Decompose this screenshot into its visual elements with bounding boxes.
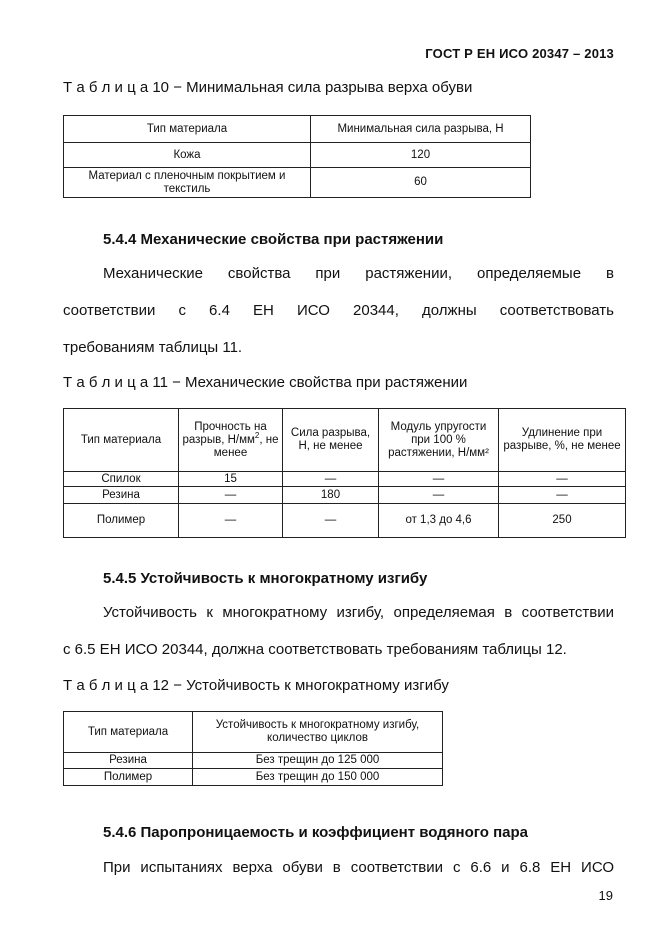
table10-cell: 120 xyxy=(311,143,531,168)
document-code: ГОСТ Р ЕН ИСО 20347 – 2013 xyxy=(425,46,614,61)
table12-header-material: Тип материала xyxy=(64,712,193,753)
table11-cell: Полимер xyxy=(64,504,179,538)
table12-cell: Без трещин до 125 000 xyxy=(193,753,443,769)
paragraph-line: с 6.5 ЕН ИСО 20344, должна соответствовать требованиям таблицы 12. xyxy=(63,641,567,658)
table11-cell: от 1,3 до 4,6 xyxy=(379,504,499,538)
paragraph-line: При испытаниях верха обуви в соответствии с 6.6 и 6.8 ЕН ИСО xyxy=(103,859,614,876)
table11-caption xyxy=(63,374,467,391)
table12-caption-text: 12 − Устойчивость к многократному изгибу xyxy=(152,677,449,694)
table10-caption-prefix: Т а б л и ц а xyxy=(63,79,149,96)
paragraph-line: Механические свойства при растяжении, определяемые в xyxy=(103,265,614,282)
table12-cell: Резина xyxy=(64,753,193,769)
paragraph-line: Устойчивость к многократному изгибу, определяемая в соответствии xyxy=(103,604,614,621)
section-5-4-4-heading: 5.4.4 Механические свойства при растяжении xyxy=(103,231,444,248)
table11-cell: 180 xyxy=(283,487,379,504)
table12-header-cycles: Устойчивость к многократному изгибу, количество циклов xyxy=(193,712,443,753)
table-row xyxy=(64,472,626,487)
section-5-4-5-paragraph xyxy=(63,604,614,664)
table11-caption-prefix: Т а б л и ц а xyxy=(63,374,149,391)
table-row xyxy=(64,504,626,538)
table12 xyxy=(63,711,443,786)
table11-header-material: Тип материала xyxy=(64,409,179,472)
section-5-4-5-heading: 5.4.5 Устойчивость к многократному изгибу xyxy=(103,570,428,587)
section-5-4-4-paragraph xyxy=(63,265,614,365)
table11-cell: — xyxy=(499,472,626,487)
table-row xyxy=(64,143,531,168)
table11-cell: — xyxy=(379,487,499,504)
page-number: 19 xyxy=(598,888,613,903)
table10-cell: 60 xyxy=(311,168,531,198)
table11-cell: — xyxy=(283,472,379,487)
table12-cell: Без трещин до 150 000 xyxy=(193,769,443,786)
table11-cell: — xyxy=(179,487,283,504)
table10-header-material: Тип материала xyxy=(64,116,311,143)
table10-header-force: Минимальная сила разрыва, Н xyxy=(311,116,531,143)
table11-cell: — xyxy=(283,504,379,538)
table-row xyxy=(64,487,626,504)
table11 xyxy=(63,408,626,538)
table11-cell: — xyxy=(499,487,626,504)
table11-cell: — xyxy=(179,504,283,538)
table10-caption-text: 10 − Минимальная сила разрыва верха обуви xyxy=(152,79,473,96)
table10 xyxy=(63,115,531,198)
table11-header-strength: Прочность на разрыв, $Н/мм^2$, не менее xyxy=(179,409,283,472)
table11-cell: 250 xyxy=(499,504,626,538)
table11-header-modulus: Модуль упругости при 100 % растяжении, Н/мм² xyxy=(379,409,499,472)
table10-cell: Кожа xyxy=(64,143,311,168)
table12-caption-prefix: Т а б л и ц а xyxy=(63,677,149,694)
table11-cell: 15 xyxy=(179,472,283,487)
table11-header-force: Сила разрыва, Н, не менее xyxy=(283,409,379,472)
table12-cell: Полимер xyxy=(64,769,193,786)
paragraph-line: соответствии с 6.4 ЕН ИСО 20344, должны соответствовать xyxy=(63,302,614,319)
table11-header-elongation: Удлинение при разрыве, %, не менее xyxy=(499,409,626,472)
table11-cell: Резина xyxy=(64,487,179,504)
section-5-4-6-heading: 5.4.6 Паропроницаемость и коэффициент водяного пара xyxy=(103,824,529,841)
table-row xyxy=(64,769,443,786)
paragraph-line: требованиям таблицы 11. xyxy=(63,339,243,356)
section-5-4-6-paragraph xyxy=(63,859,614,881)
table11-cell: — xyxy=(379,472,499,487)
table11-cell: Спилок xyxy=(64,472,179,487)
table10-caption xyxy=(63,79,472,96)
table-row xyxy=(64,753,443,769)
table10-cell: Материал с пленочным покрытием и текстиль xyxy=(64,168,311,198)
table12-caption xyxy=(63,677,449,694)
table-row xyxy=(64,168,531,198)
table11-caption-text: 11 − Механические свойства при растяжении xyxy=(152,374,468,391)
